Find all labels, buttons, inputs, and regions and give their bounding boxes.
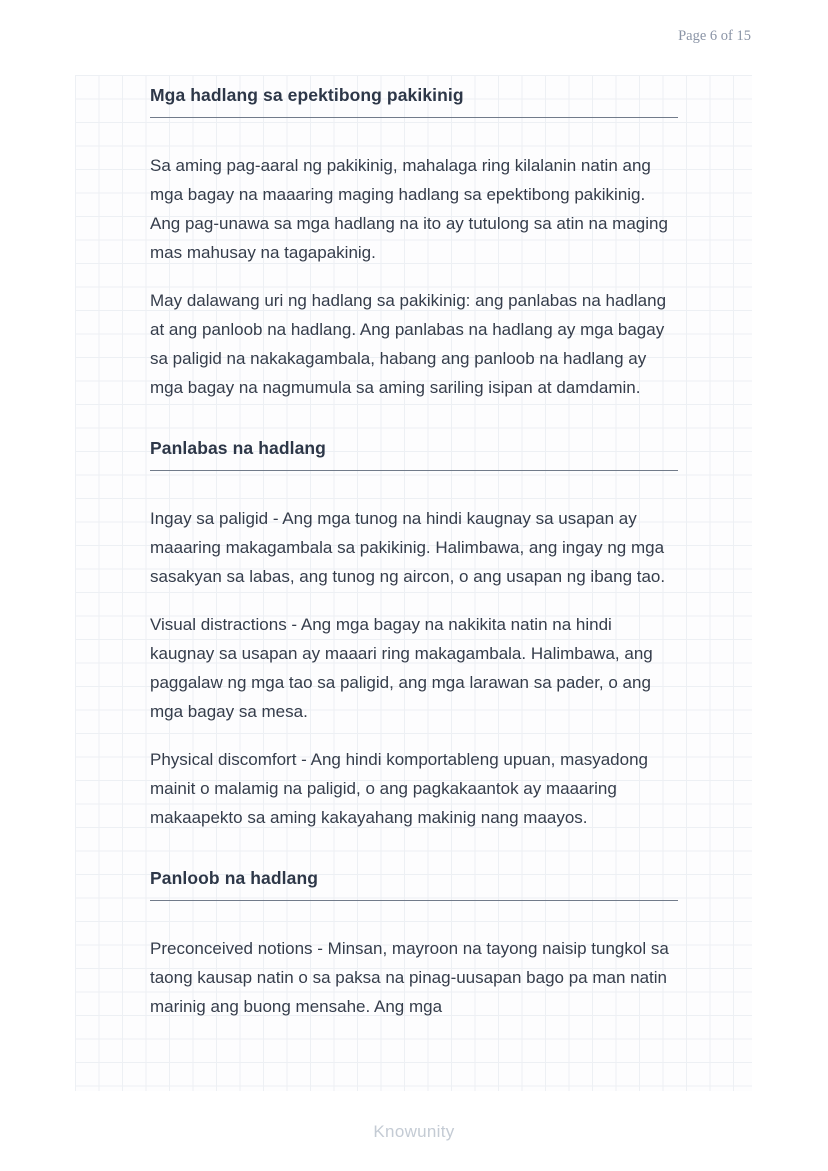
section-external-barriers — [150, 436, 678, 832]
paragraph: Visual distractions - Ang mga bagay na nakikita natin na hindi kaugnay sa usapan ay maaari ring makagambala. Halimbawa, ang paggalaw ng mga tao sa paligid, ang mga larawan sa pader, o ang mga bagay sa mesa. — [150, 615, 653, 721]
heading-divider — [150, 117, 678, 118]
section-heading: Mga hadlang sa epektibong pakikinig — [150, 85, 464, 105]
section-heading: Panloob na hadlang — [150, 868, 319, 888]
page-number-indicator: Page 6 of 15 — [678, 28, 751, 44]
paragraph: May dalawang uri ng hadlang sa pakikinig: ang panlabas na hadlang at ang panloob na hadlang. Ang panlabas na hadlang ay mga bagay sa paligid na nakakagambala, habang ang panloob na hadlang ay mga bagay na nagmumula sa aming sariling isipan at damdamin. — [150, 291, 667, 397]
heading-divider — [150, 470, 678, 471]
document-grid-paper — [75, 75, 752, 1091]
section-heading: Panlabas na hadlang — [150, 438, 326, 458]
paragraph: Physical discomfort - Ang hindi komportableng upuan, masyadong mainit o malamig na paligid, o ang pagkakaantok ay maaaring makaapekto sa aming kakayahang makinig nang maayos. — [150, 750, 649, 827]
section-internal-barriers — [150, 866, 678, 1021]
heading-divider — [150, 900, 678, 901]
knowunity-watermark: Knowunity — [373, 1122, 455, 1141]
paragraph: Ingay sa paligid - Ang mga tunog na hindi kaugnay sa usapan ay maaaring makagambala sa pakikinig. Halimbawa, ang ingay ng mga sasakyan sa labas, ang tunog ng aircon, o ang usapan ng ibang tao. — [150, 509, 666, 586]
paragraph: Preconceived notions - Minsan, mayroon na tayong naisip tungkol sa taong kausap natin o sa paksa na pinag-uusapan bago pa man natin marinig ang buong mensahe. Ang mga — [150, 939, 669, 1016]
section-barriers-overview — [150, 83, 678, 402]
paragraph: Sa aming pag-aaral ng pakikinig, mahalaga ring kilalanin natin ang mga bagay na maaaring maging hadlang sa epektibong pakikinig. Ang pag-unawa sa mga hadlang na ito ay tutulong sa atin na maging mas mahusay na tagapakinig. — [150, 156, 668, 262]
document-content — [75, 75, 752, 1021]
